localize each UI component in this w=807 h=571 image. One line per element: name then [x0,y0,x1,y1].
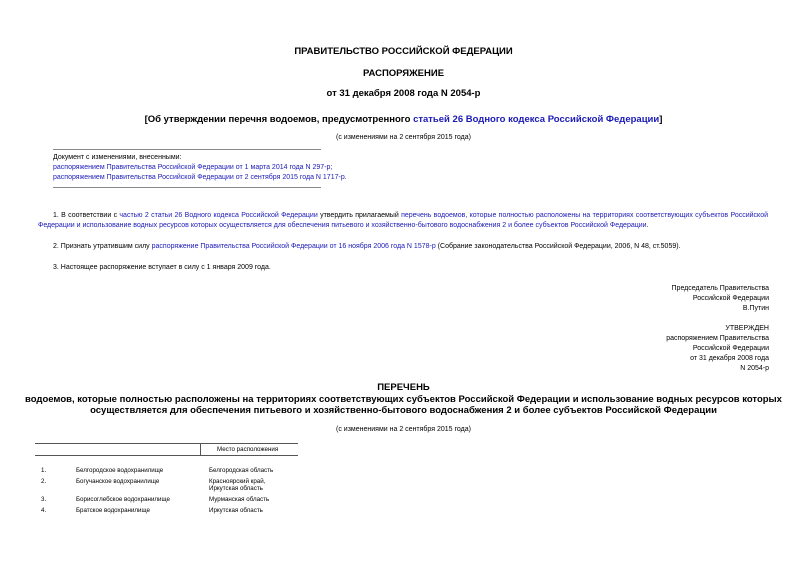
table-header-rule [35,455,298,456]
table-top-rule [35,443,298,444]
amendments-note: (с изменениями на 2 сентября 2015 года) [336,134,471,141]
changes-label: Документ с изменениями, внесенными: [53,154,182,161]
approved-line-3: Российской Федерации [692,345,769,352]
row-location: Мурманская область [209,496,270,503]
approved-line-2: распоряжением Правительства [666,335,769,342]
p1-text-b: утвердить прилагаемый [317,212,402,219]
paragraph-3: 3. Настоящее распоряжение вступает в силу с 1 января 2009 года. [53,264,271,271]
row-number: 3. [41,496,47,503]
government-heading: ПРАВИТЕЛЬСТВО РОССИЙСКОЙ ФЕДЕРАЦИИ [294,46,513,57]
document-title [0,114,807,125]
title-link-water-code[interactable]: статьей 26 Водного кодекса Российской Федерации [413,114,660,125]
row-number: 1. [41,467,47,474]
divider-top [53,149,321,150]
p2-link-order[interactable]: распоряжение Правительства Российской Федерации от 16 ноября 2006 года N 1578-р [151,243,436,250]
signature-line-1: Председатель Правительства [671,285,769,292]
row-location-line-2: Иркутская область [209,485,263,492]
signature-line-2: Российской Федерации [692,295,769,302]
signature-block [672,284,769,314]
list-title: ПЕРЕЧЕНЬ [377,382,430,393]
reservoir-table [35,466,273,515]
title-suffix: ] [659,114,663,125]
row-number: 2. [41,478,47,485]
table-header-location: Место расположения [217,446,279,453]
row-name: Борисоглебское водохранилище [76,496,170,503]
row-name: Белгородское водохранилище [76,467,164,474]
approved-line-1: УТВЕРЖДЕН [725,325,769,332]
row-location: Белгородская область [209,467,274,474]
table-row [35,504,273,515]
signature-line-3: В.Путин [742,305,769,312]
p1-text-a: 1. В соответствии с [53,212,120,219]
list-subtitle-2: осуществляется для обеспечения питьевого и хозяйственно-бытового водоснабжения 2 и более субъектов Российской Федерации [90,405,717,416]
paragraph-1 [38,211,768,231]
row-location: Иркутская область [209,507,263,514]
p2-text-a: 2. Признать утратившим силу [53,243,152,250]
row-location-line-1: Красноярский край, [209,478,266,485]
p1-link-article[interactable]: частью 2 статьи 26 Водного кодекса Российской Федерации [119,212,318,219]
approved-line-5: N 2054-р [740,365,769,372]
divider-bottom [53,187,321,188]
table-row [35,493,273,504]
title-prefix: [Об утверждении перечня водоемов, предусмотренного [144,114,414,125]
approved-line-4: от 31 декабря 2008 года [690,355,769,362]
row-location [209,475,273,493]
changes-link-2-text[interactable]: распоряжением Правительства Российской Федерации от 2 сентября 2015 года N 1717-р. [53,174,347,181]
p1-link-list[interactable]: перечень водоемов, которые полностью расположены на территориях соответствующих субъектов Российской Федерации и использование водных ресурсов которых осуществляется для обеспечения питьевого и хозяйственно-бытового водоснабжения 2 и более субъектов Российской Федерации [38,212,768,229]
approved-block [666,324,769,374]
list-subtitle-1: водоемов, которые полностью расположены на территориях соответствующих субъектов Российской Федерации и использование водных ресурсов которых [25,394,782,405]
changes-link-1[interactable] [53,163,332,173]
paragraph-2 [53,242,768,252]
changes-link-1-text[interactable]: распоряжением Правительства Российской Федерации от 1 марта 2014 года N 297-р; [53,164,333,171]
table-header-divider [200,443,201,455]
p1-text-c: . [646,222,649,229]
document-type: РАСПОРЯЖЕНИЕ [362,68,445,79]
row-name: Богучанское водохранилище [76,478,160,485]
document-date: от 31 декабря 2008 года N 2054-р [326,88,481,99]
table-row [35,475,273,493]
list-amendments: (с изменениями на 2 сентября 2015 года) [336,426,471,433]
p2-text-b: (Собрание законодательства Российской Федерации, 2006, N 48, ст.5059). [435,243,681,250]
row-number: 4. [41,507,47,514]
row-name: Братское водохранилище [76,507,150,514]
table-row [35,466,273,475]
changes-link-2[interactable] [53,173,347,183]
